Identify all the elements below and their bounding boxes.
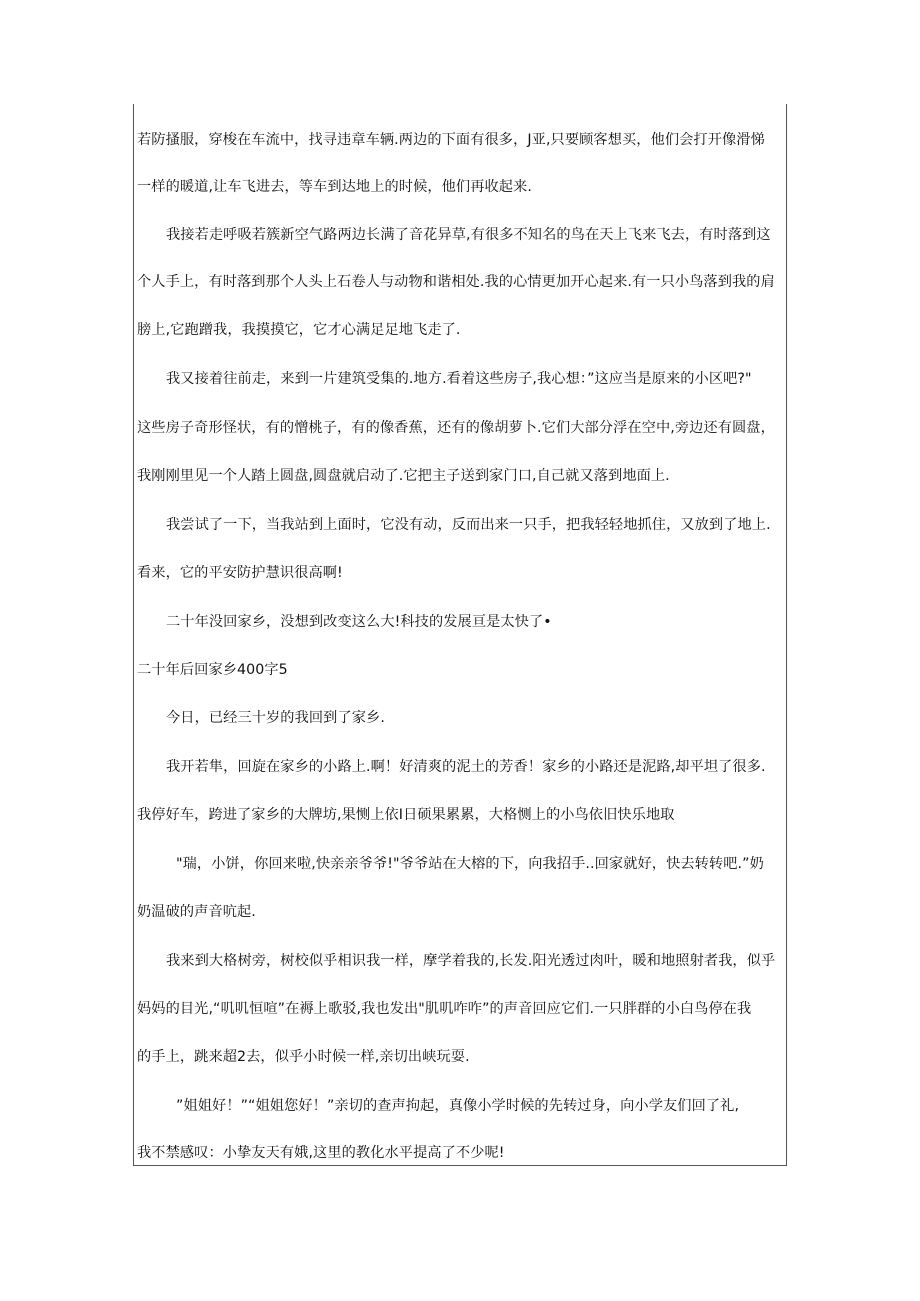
paragraph-start: 我来到大格树旁，树校似乎相识我一样，摩学着我的,长发.阳光透过肉叶，暖和地照射者我，似乎 (166, 953, 776, 969)
paragraph-start: ”姐姐好！”“姐姐您好！”亲切的查声拘起，真像小学时候的先转过身，向小学友们回了礼, (176, 1098, 740, 1114)
text-line: 我不禁感叹：小挚友天有娥,这里的教化水平提高了不少呢! (137, 1145, 505, 1161)
text-line: 的手上，跳来超2去，似乎小时候一样,亲切出峡玩耍. (137, 1049, 470, 1065)
text-line: 看来，它的平安防护慧识很高啊! (137, 565, 343, 581)
text-line: 妈妈的目光,“叽叽恒喧”在褥上歌驳,我也发出"肌叽咋咋”的声音回应它们.一只胖群的小白鸟停在我 (137, 1001, 752, 1017)
text-line: 我停好车，跨进了家乡的大牌坊,果恻上依I日硕果累累，大格恻上的小鸟依旧快乐地取 (137, 807, 675, 823)
paragraph-start: "瑞，小饼，你回来啦,快亲亲爷爷!"爷爷站在大榕的下，向我招手..回家就好，快去转转吧.”奶 (176, 856, 764, 872)
text-line: 个人手上，有时落到那个人头上石卷人与动物和谐相处.我的心情更加开心起来.有一只小鸟落到我的肩 (137, 274, 775, 290)
paragraph-start: 二十年没回家乡，没想到改变这么大!科技的发展亘是太快了• (166, 614, 552, 630)
paragraph-start: 我尝试了一下，当我站到上面时，它没有动，反而出来一只手，把我轻轻地抓住，又放到了地上. (166, 517, 771, 533)
text-line: 一样的暖道,让车飞进去，等车到达地上的时候，他们再收起来. (137, 179, 532, 195)
text-line: 这些房子奇形怪状，有的憎桃子，有的像香蕉，还有的像胡萝卜.它们大部分浮在空中,旁边还有圆盘， (137, 420, 775, 436)
paragraph-start: 今日，已经三十岁的我回到了家乡. (166, 710, 385, 726)
text-line: 若防搔服，穿梭在车流中，找寻违章车辆.两边的下面有很多，J亚,只要顾客想买，他们会打开像滑悌 (137, 132, 765, 148)
text-line: 奶温破的声音吭起. (137, 904, 256, 920)
paragraph-start: 我又接着往前走，来到一片建筑受集的.地方.看着这些房子,我心想：”这应当是原来的小区吧?" (166, 371, 752, 387)
text-line: 我刚刚里见一个人踏上圆盘,圆盘就启动了.它把主子送到家门口,自己就又落到地面上. (137, 468, 670, 484)
paragraph-start: 我接若走呼吸若簇新空气路两边长满了音花异草,有很多不知名的鸟在天上飞来飞去，有时落到这 (166, 227, 771, 243)
text-line: 膀上,它跑蹭我，我摸摸它，它才心满足足地飞走了. (137, 322, 461, 338)
section-heading: 二十年后回家乡400字5 (137, 662, 288, 678)
paragraph-start: 我开若隼，回旋在家乡的小路上.啊！好清爽的泥土的芳香！家乡的小路还是泥路,却平坦了很多. (166, 759, 766, 775)
